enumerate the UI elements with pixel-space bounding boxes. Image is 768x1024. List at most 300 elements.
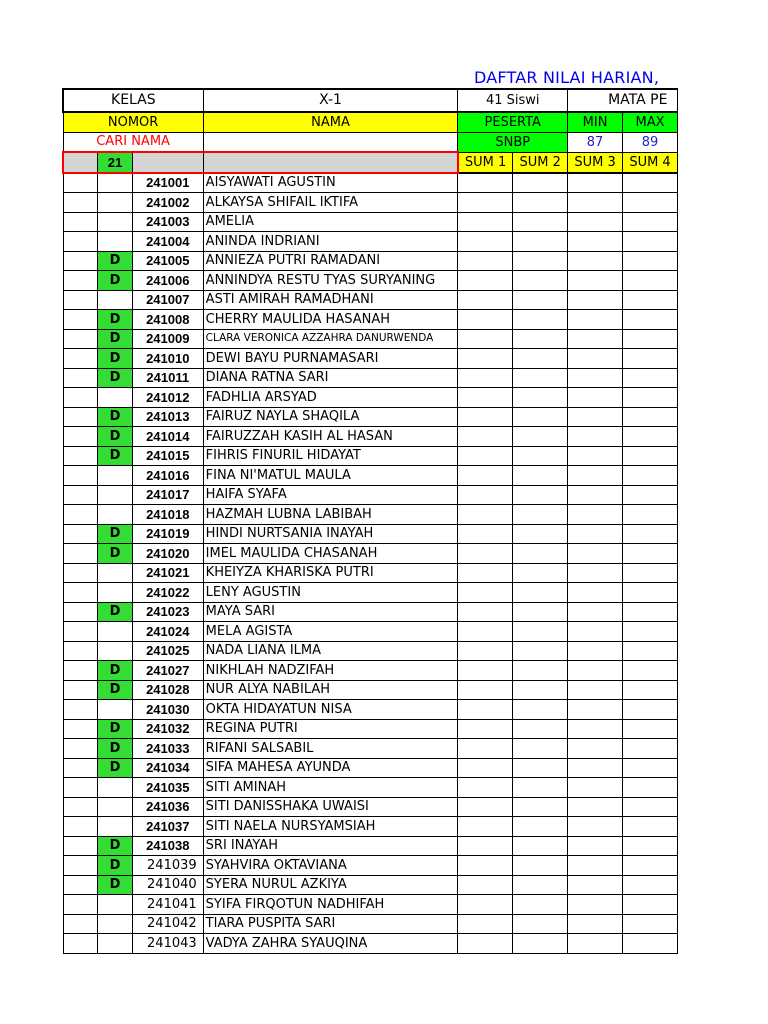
sum1-cell[interactable]	[458, 583, 513, 603]
sum3-cell[interactable]	[568, 388, 623, 408]
student-name[interactable]: SRI INAYAH	[203, 836, 458, 856]
status-d-cell[interactable]	[98, 290, 133, 310]
status-d-cell[interactable]: D	[98, 407, 133, 427]
sum1-cell[interactable]	[458, 875, 513, 895]
student-name[interactable]: SITI DANISSHAKA UWAISI	[203, 797, 458, 817]
sum4-cell[interactable]	[623, 505, 678, 525]
row-blank-cell[interactable]	[63, 758, 98, 778]
student-name[interactable]: FIHRIS FINURIL HIDAYAT	[203, 446, 458, 466]
student-name[interactable]: SYERA NURUL AZKIYA	[203, 875, 458, 895]
student-name[interactable]: ANNINDYA RESTU TYAS SURYANING	[203, 271, 458, 291]
status-d-cell[interactable]: D	[98, 251, 133, 271]
sum2-cell[interactable]	[513, 856, 568, 876]
sum2-cell[interactable]	[513, 310, 568, 330]
status-d-cell[interactable]	[98, 232, 133, 252]
row-blank-cell[interactable]	[63, 212, 98, 232]
student-number[interactable]: 241025	[132, 641, 203, 661]
student-number[interactable]: 241012	[132, 388, 203, 408]
status-d-cell[interactable]: D	[98, 719, 133, 739]
student-name[interactable]: NIKHLAH NADZIFAH	[203, 661, 458, 681]
student-name[interactable]: SYAHVIRA OKTAVIANA	[203, 856, 458, 876]
status-d-cell[interactable]	[98, 466, 133, 486]
kelas-value[interactable]: X-1	[203, 89, 458, 112]
sum3-cell[interactable]	[568, 329, 623, 349]
status-d-cell[interactable]	[98, 485, 133, 505]
sum2-cell[interactable]	[513, 368, 568, 388]
sum2-cell[interactable]	[513, 641, 568, 661]
sum1-cell[interactable]	[458, 271, 513, 291]
sum1-cell[interactable]	[458, 914, 513, 934]
sum3-cell[interactable]	[568, 485, 623, 505]
sum4-cell[interactable]	[623, 524, 678, 544]
sum3-cell[interactable]	[568, 407, 623, 427]
student-name[interactable]: DEWI BAYU PURNAMASARI	[203, 349, 458, 369]
student-name[interactable]: REGINA PUTRI	[203, 719, 458, 739]
sum4-cell[interactable]	[623, 446, 678, 466]
student-name[interactable]: IMEL MAULIDA CHASANAH	[203, 544, 458, 564]
sum4-cell[interactable]	[623, 173, 678, 193]
sum1-cell[interactable]	[458, 407, 513, 427]
status-d-cell[interactable]: D	[98, 427, 133, 447]
row-blank-cell[interactable]	[63, 817, 98, 837]
row-blank-cell[interactable]	[63, 661, 98, 681]
sum4-cell[interactable]	[623, 466, 678, 486]
student-number[interactable]: 241032	[132, 719, 203, 739]
sum2-cell[interactable]	[513, 544, 568, 564]
sum1-cell[interactable]	[458, 212, 513, 232]
sum4-cell[interactable]	[623, 622, 678, 642]
sum4-cell[interactable]	[623, 895, 678, 915]
student-number[interactable]: 241006	[132, 271, 203, 291]
sum4-cell[interactable]	[623, 875, 678, 895]
status-d-cell[interactable]: D	[98, 758, 133, 778]
status-d-cell[interactable]	[98, 622, 133, 642]
student-name[interactable]: FAIRUZ NAYLA SHAQILA	[203, 407, 458, 427]
sum3-cell[interactable]	[568, 895, 623, 915]
sum1-cell[interactable]	[458, 836, 513, 856]
status-d-cell[interactable]: D	[98, 446, 133, 466]
student-number[interactable]: 241035	[132, 778, 203, 798]
student-name[interactable]: FAIRUZZAH KASIH AL HASAN	[203, 427, 458, 447]
sum4-cell[interactable]	[623, 778, 678, 798]
student-number[interactable]: 241011	[132, 368, 203, 388]
student-number[interactable]: 241019	[132, 524, 203, 544]
status-d-cell[interactable]: D	[98, 271, 133, 291]
status-d-cell[interactable]	[98, 193, 133, 213]
student-name[interactable]: HAIFA SYAFA	[203, 485, 458, 505]
row-blank-cell[interactable]	[63, 329, 98, 349]
sum3-cell[interactable]	[568, 524, 623, 544]
sum3-cell[interactable]	[568, 856, 623, 876]
student-number[interactable]: 241041	[132, 895, 203, 915]
student-number[interactable]: 241037	[132, 817, 203, 837]
student-name[interactable]: HINDI NURTSANIA INAYAH	[203, 524, 458, 544]
sum2-cell[interactable]	[513, 388, 568, 408]
sum3-cell[interactable]	[568, 563, 623, 583]
row-blank-cell[interactable]	[63, 349, 98, 369]
status-d-cell[interactable]	[98, 817, 133, 837]
student-number[interactable]: 241040	[132, 875, 203, 895]
status-d-cell[interactable]	[98, 212, 133, 232]
student-number[interactable]: 241034	[132, 758, 203, 778]
sum4-cell[interactable]	[623, 407, 678, 427]
sum2-cell[interactable]	[513, 680, 568, 700]
sum3-cell[interactable]	[568, 836, 623, 856]
status-d-cell[interactable]: D	[98, 349, 133, 369]
sum3-cell[interactable]	[568, 193, 623, 213]
status-d-cell[interactable]	[98, 583, 133, 603]
student-name[interactable]: LENY AGUSTIN	[203, 583, 458, 603]
row-blank-cell[interactable]	[63, 739, 98, 759]
sum4-cell[interactable]	[623, 817, 678, 837]
status-d-cell[interactable]: D	[98, 329, 133, 349]
status-d-cell[interactable]: D	[98, 368, 133, 388]
sum1-cell[interactable]	[458, 661, 513, 681]
row-blank-cell[interactable]	[63, 193, 98, 213]
sum1-cell[interactable]	[458, 641, 513, 661]
sum4-cell[interactable]	[623, 700, 678, 720]
student-number[interactable]: 241038	[132, 836, 203, 856]
sum4-cell[interactable]	[623, 563, 678, 583]
sum1-cell[interactable]	[458, 505, 513, 525]
student-number[interactable]: 241024	[132, 622, 203, 642]
sum4-cell[interactable]	[623, 271, 678, 291]
sum4-cell[interactable]	[623, 310, 678, 330]
row-blank-cell[interactable]	[63, 407, 98, 427]
row-blank-cell[interactable]	[63, 875, 98, 895]
sum3-cell[interactable]	[568, 427, 623, 447]
sum3-cell[interactable]	[568, 271, 623, 291]
sum3-cell[interactable]	[568, 758, 623, 778]
row-blank-cell[interactable]	[63, 583, 98, 603]
student-name[interactable]: DIANA RATNA SARI	[203, 368, 458, 388]
sum4-cell[interactable]	[623, 914, 678, 934]
sum4-cell[interactable]	[623, 212, 678, 232]
student-name[interactable]: SITI AMINAH	[203, 778, 458, 798]
row-blank-cell[interactable]	[63, 641, 98, 661]
sum3-cell[interactable]	[568, 622, 623, 642]
student-number[interactable]: 241022	[132, 583, 203, 603]
student-number[interactable]: 241020	[132, 544, 203, 564]
sum4-cell[interactable]	[623, 368, 678, 388]
student-name[interactable]: NADA LIANA ILMA	[203, 641, 458, 661]
student-number[interactable]: 241042	[132, 914, 203, 934]
status-d-cell[interactable]	[98, 173, 133, 193]
student-name[interactable]: SIFA MAHESA AYUNDA	[203, 758, 458, 778]
row-blank-cell[interactable]	[63, 485, 98, 505]
row-blank-cell[interactable]	[63, 856, 98, 876]
student-name[interactable]: AISYAWATI AGUSTIN	[203, 173, 458, 193]
sum2-cell[interactable]	[513, 778, 568, 798]
sum3-cell[interactable]	[568, 466, 623, 486]
student-name[interactable]: AMELIA	[203, 212, 458, 232]
student-number[interactable]: 241010	[132, 349, 203, 369]
sum1-cell[interactable]	[458, 524, 513, 544]
status-d-cell[interactable]	[98, 505, 133, 525]
student-name[interactable]: ASTI AMIRAH RAMADHANI	[203, 290, 458, 310]
student-name[interactable]: NUR ALYA NABILAH	[203, 680, 458, 700]
sum1-cell[interactable]	[458, 797, 513, 817]
sum4-cell[interactable]	[623, 349, 678, 369]
student-name[interactable]: FADHLIA ARSYAD	[203, 388, 458, 408]
student-number[interactable]: 241005	[132, 251, 203, 271]
row-blank-cell[interactable]	[63, 602, 98, 622]
status-d-cell[interactable]: D	[98, 739, 133, 759]
student-name[interactable]: MELA AGISTA	[203, 622, 458, 642]
sum2-cell[interactable]	[513, 212, 568, 232]
sum4-cell[interactable]	[623, 427, 678, 447]
row-blank-cell[interactable]	[63, 524, 98, 544]
student-name[interactable]: FINA NI'MATUL MAULA	[203, 466, 458, 486]
row-blank-cell[interactable]	[63, 836, 98, 856]
sum1-cell[interactable]	[458, 563, 513, 583]
status-d-cell[interactable]: D	[98, 602, 133, 622]
row-blank-cell[interactable]	[63, 544, 98, 564]
student-name[interactable]: ANNIEZA PUTRI RAMADANI	[203, 251, 458, 271]
student-number[interactable]: 241015	[132, 446, 203, 466]
sum1-cell[interactable]	[458, 368, 513, 388]
row-blank-cell[interactable]	[63, 290, 98, 310]
sum3-cell[interactable]	[568, 349, 623, 369]
sum4-cell[interactable]	[623, 797, 678, 817]
sum1-cell[interactable]	[458, 251, 513, 271]
sum2-cell[interactable]	[513, 797, 568, 817]
student-name[interactable]: OKTA HIDAYATUN NISA	[203, 700, 458, 720]
sum2-cell[interactable]	[513, 251, 568, 271]
student-number[interactable]: 241013	[132, 407, 203, 427]
student-name[interactable]: TIARA PUSPITA SARI	[203, 914, 458, 934]
status-d-cell[interactable]	[98, 563, 133, 583]
student-name[interactable]: CHERRY MAULIDA HASANAH	[203, 310, 458, 330]
student-number[interactable]: 241018	[132, 505, 203, 525]
sum4-cell[interactable]	[623, 251, 678, 271]
sum2-cell[interactable]	[513, 446, 568, 466]
student-number[interactable]: 241036	[132, 797, 203, 817]
sum1-cell[interactable]	[458, 817, 513, 837]
sum3-cell[interactable]	[568, 310, 623, 330]
sum3-cell[interactable]	[568, 680, 623, 700]
student-number[interactable]: 241014	[132, 427, 203, 447]
sum3-cell[interactable]	[568, 290, 623, 310]
student-number[interactable]: 241007	[132, 290, 203, 310]
sum1-cell[interactable]	[458, 485, 513, 505]
row-blank-cell[interactable]	[63, 700, 98, 720]
sum1-cell[interactable]	[458, 446, 513, 466]
sum1-cell[interactable]	[458, 680, 513, 700]
search-cell[interactable]	[132, 152, 203, 173]
student-number[interactable]: 241009	[132, 329, 203, 349]
row-blank-cell[interactable]	[63, 310, 98, 330]
sum3-cell[interactable]	[568, 583, 623, 603]
sum1-cell[interactable]	[458, 544, 513, 564]
sum2-cell[interactable]	[513, 290, 568, 310]
sum4-cell[interactable]	[623, 719, 678, 739]
sum2-cell[interactable]	[513, 271, 568, 291]
status-d-cell[interactable]	[98, 895, 133, 915]
student-number[interactable]: 241027	[132, 661, 203, 681]
sum4-cell[interactable]	[623, 193, 678, 213]
sum3-cell[interactable]	[568, 739, 623, 759]
row-blank-cell[interactable]	[63, 427, 98, 447]
sum3-cell[interactable]	[568, 641, 623, 661]
student-name[interactable]: SYIFA FIRQOTUN NADHIFAH	[203, 895, 458, 915]
sum3-cell[interactable]	[568, 446, 623, 466]
row-blank-cell[interactable]	[63, 895, 98, 915]
sum2-cell[interactable]	[513, 836, 568, 856]
sum3-cell[interactable]	[568, 719, 623, 739]
student-number[interactable]: 241039	[132, 856, 203, 876]
status-d-cell[interactable]: D	[98, 680, 133, 700]
status-d-cell[interactable]: D	[98, 661, 133, 681]
status-d-cell[interactable]: D	[98, 856, 133, 876]
sum1-cell[interactable]	[458, 700, 513, 720]
sum4-cell[interactable]	[623, 329, 678, 349]
row-blank-cell[interactable]	[63, 778, 98, 798]
sum1-cell[interactable]	[458, 934, 513, 954]
row-blank-cell[interactable]	[63, 388, 98, 408]
sum1-cell[interactable]	[458, 466, 513, 486]
row-blank-cell[interactable]	[63, 797, 98, 817]
student-number[interactable]: 241033	[132, 739, 203, 759]
sum3-cell[interactable]	[568, 602, 623, 622]
sum4-cell[interactable]	[623, 934, 678, 954]
status-d-cell[interactable]	[98, 797, 133, 817]
row-blank-cell[interactable]	[63, 719, 98, 739]
sum3-cell[interactable]	[568, 232, 623, 252]
sum4-cell[interactable]	[623, 856, 678, 876]
sum4-cell[interactable]	[623, 602, 678, 622]
row-blank-cell[interactable]	[63, 173, 98, 193]
student-name[interactable]: SITI NAELA NURSYAMSIAH	[203, 817, 458, 837]
row-blank-cell[interactable]	[63, 446, 98, 466]
sum4-cell[interactable]	[623, 290, 678, 310]
student-name[interactable]: RIFANI SALSABIL	[203, 739, 458, 759]
student-name[interactable]: ALKAYSA SHIFAIL IKTIFA	[203, 193, 458, 213]
sum3-cell[interactable]	[568, 700, 623, 720]
sum4-cell[interactable]	[623, 485, 678, 505]
sum3-cell[interactable]	[568, 914, 623, 934]
sum2-cell[interactable]	[513, 602, 568, 622]
student-number[interactable]: 241008	[132, 310, 203, 330]
sum4-cell[interactable]	[623, 544, 678, 564]
sum3-cell[interactable]	[568, 173, 623, 193]
sum4-cell[interactable]	[623, 388, 678, 408]
sum3-cell[interactable]	[568, 661, 623, 681]
sum2-cell[interactable]	[513, 817, 568, 837]
sum2-cell[interactable]	[513, 329, 568, 349]
status-d-cell[interactable]	[98, 778, 133, 798]
student-name[interactable]: CLARA VERONICA AZZAHRA DANURWENDA	[203, 329, 458, 349]
sum1-cell[interactable]	[458, 388, 513, 408]
sum3-cell[interactable]	[568, 797, 623, 817]
sum1-cell[interactable]	[458, 856, 513, 876]
sum2-cell[interactable]	[513, 173, 568, 193]
student-number[interactable]: 241028	[132, 680, 203, 700]
sum3-cell[interactable]	[568, 778, 623, 798]
sum1-cell[interactable]	[458, 173, 513, 193]
sum1-cell[interactable]	[458, 193, 513, 213]
row-blank-cell[interactable]	[63, 368, 98, 388]
row-blank-cell[interactable]	[63, 622, 98, 642]
sum1-cell[interactable]	[458, 602, 513, 622]
student-name[interactable]: VADYA ZAHRA SYAUQINA	[203, 934, 458, 954]
row-blank-cell[interactable]	[63, 251, 98, 271]
row-blank-cell[interactable]	[63, 680, 98, 700]
status-d-cell[interactable]: D	[98, 836, 133, 856]
student-number[interactable]: 241021	[132, 563, 203, 583]
sum3-cell[interactable]	[568, 817, 623, 837]
row-blank-cell[interactable]	[63, 505, 98, 525]
sum2-cell[interactable]	[513, 583, 568, 603]
status-d-cell[interactable]	[98, 914, 133, 934]
sum2-cell[interactable]	[513, 895, 568, 915]
sum2-cell[interactable]	[513, 193, 568, 213]
sum2-cell[interactable]	[513, 758, 568, 778]
sum3-cell[interactable]	[568, 505, 623, 525]
sum2-cell[interactable]	[513, 739, 568, 759]
status-d-cell[interactable]	[98, 388, 133, 408]
sum2-cell[interactable]	[513, 700, 568, 720]
sum3-cell[interactable]	[568, 875, 623, 895]
sum4-cell[interactable]	[623, 583, 678, 603]
student-number[interactable]: 241016	[132, 466, 203, 486]
sum1-cell[interactable]	[458, 427, 513, 447]
sum1-cell[interactable]	[458, 290, 513, 310]
status-d-cell[interactable]	[98, 700, 133, 720]
student-number[interactable]: 241001	[132, 173, 203, 193]
student-name[interactable]: HAZMAH LUBNA LABIBAH	[203, 505, 458, 525]
sum1-cell[interactable]	[458, 329, 513, 349]
sum4-cell[interactable]	[623, 739, 678, 759]
sum1-cell[interactable]	[458, 739, 513, 759]
sum1-cell[interactable]	[458, 719, 513, 739]
sum2-cell[interactable]	[513, 232, 568, 252]
student-name[interactable]: KHEIYZA KHARISKA PUTRI	[203, 563, 458, 583]
sum2-cell[interactable]	[513, 914, 568, 934]
sum3-cell[interactable]	[568, 544, 623, 564]
student-name[interactable]: MAYA SARI	[203, 602, 458, 622]
sum1-cell[interactable]	[458, 622, 513, 642]
sum1-cell[interactable]	[458, 758, 513, 778]
sum2-cell[interactable]	[513, 485, 568, 505]
student-name[interactable]: ANINDA INDRIANI	[203, 232, 458, 252]
status-d-cell[interactable]: D	[98, 310, 133, 330]
status-d-cell[interactable]: D	[98, 544, 133, 564]
status-d-cell[interactable]: D	[98, 524, 133, 544]
student-number[interactable]: 241003	[132, 212, 203, 232]
sum2-cell[interactable]	[513, 466, 568, 486]
student-number[interactable]: 241043	[132, 934, 203, 954]
student-number[interactable]: 241030	[132, 700, 203, 720]
sum2-cell[interactable]	[513, 563, 568, 583]
sum2-cell[interactable]	[513, 622, 568, 642]
student-number[interactable]: 241017	[132, 485, 203, 505]
sum2-cell[interactable]	[513, 524, 568, 544]
sum3-cell[interactable]	[568, 251, 623, 271]
sum2-cell[interactable]	[513, 427, 568, 447]
sum2-cell[interactable]	[513, 505, 568, 525]
search-input[interactable]: 21	[98, 152, 133, 173]
row-blank-cell[interactable]	[63, 232, 98, 252]
row-blank-cell[interactable]	[63, 914, 98, 934]
row-blank-cell[interactable]	[63, 271, 98, 291]
sum1-cell[interactable]	[458, 232, 513, 252]
sum1-cell[interactable]	[458, 895, 513, 915]
sum4-cell[interactable]	[623, 661, 678, 681]
row-blank-cell[interactable]	[63, 466, 98, 486]
sum4-cell[interactable]	[623, 836, 678, 856]
sum3-cell[interactable]	[568, 368, 623, 388]
